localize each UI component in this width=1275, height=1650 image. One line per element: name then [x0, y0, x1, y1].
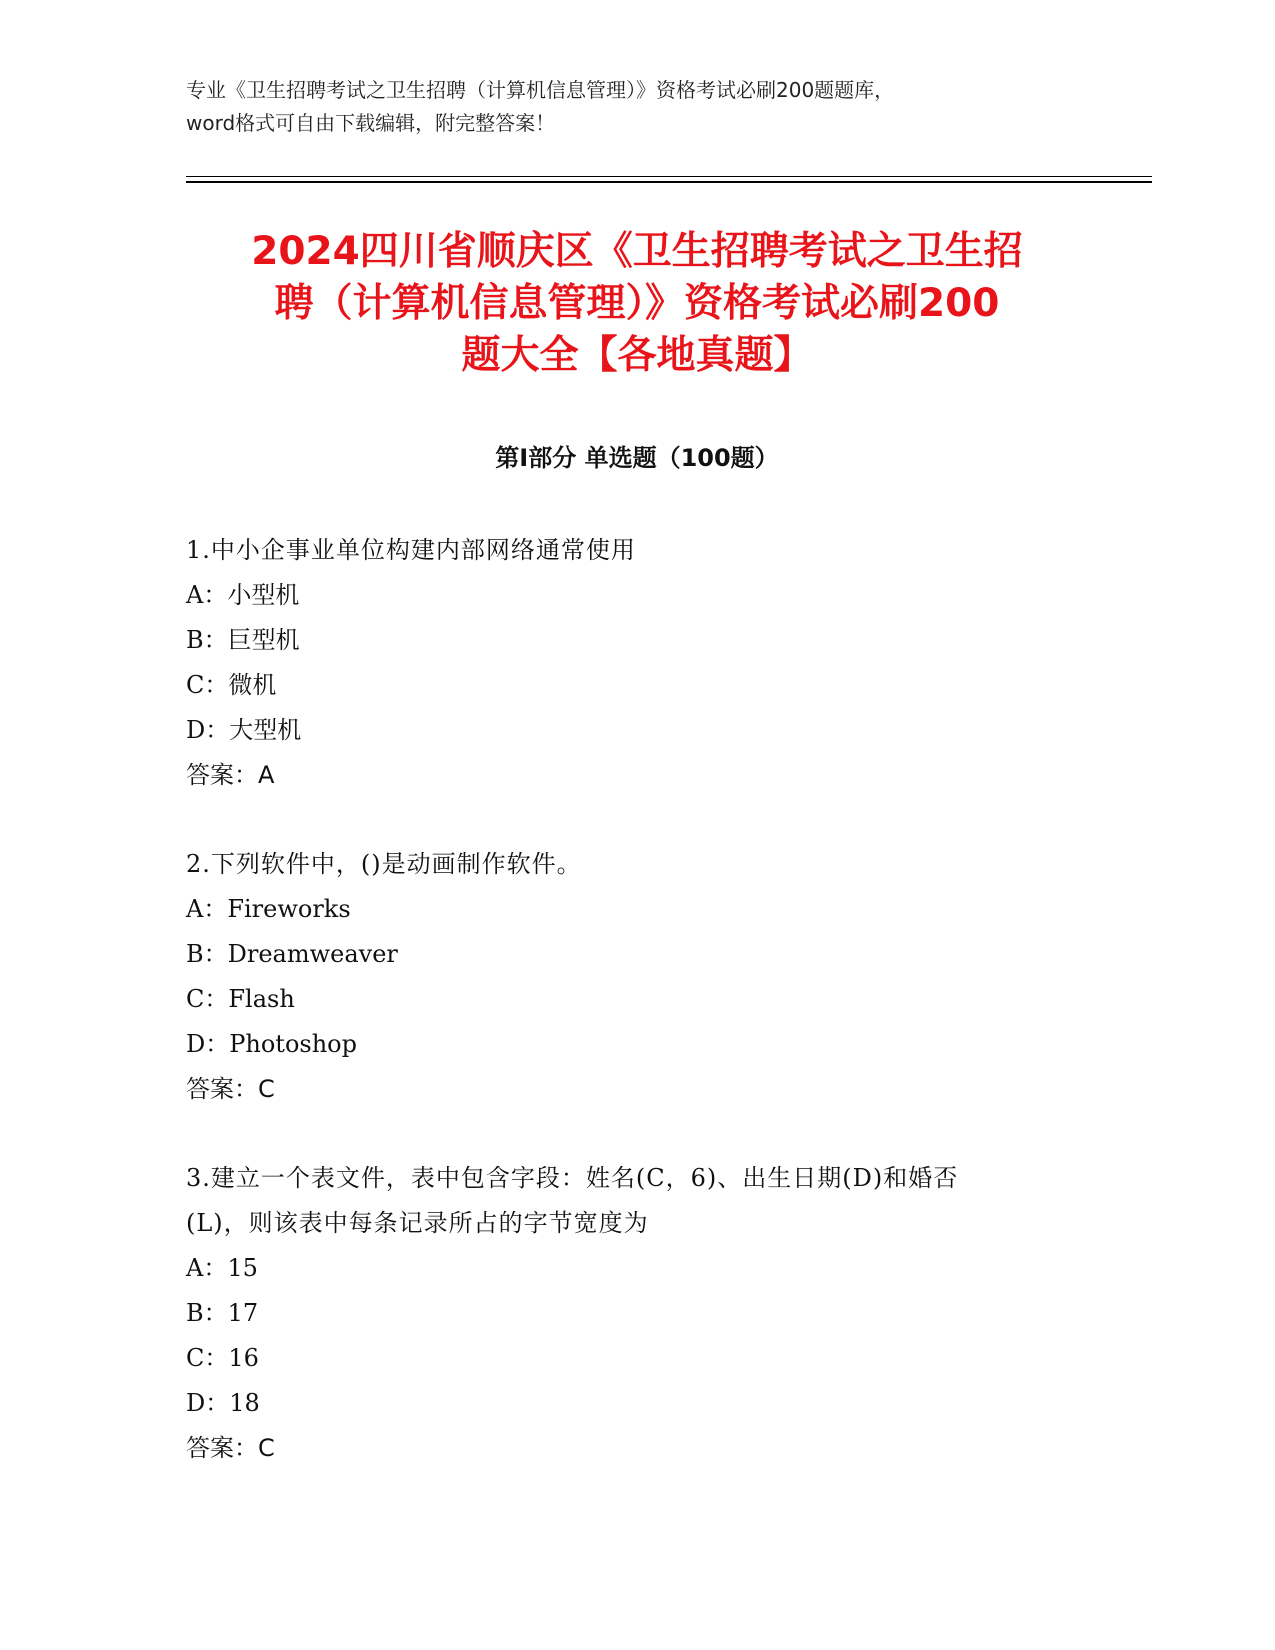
option-b: B：巨型机 — [186, 626, 300, 654]
option-c: C：Flash — [186, 985, 295, 1013]
option-c: C：微机 — [186, 671, 277, 699]
question-2 — [186, 842, 1086, 1112]
question-1 — [186, 528, 1086, 798]
header-divider-thin — [186, 176, 1152, 177]
option-d: D：18 — [186, 1389, 260, 1417]
option-d: D：Photoshop — [186, 1030, 357, 1058]
question-stem: 2.下列软件中，()是动画制作软件。 — [186, 850, 582, 878]
document-title-line-3: 题大全【各地真题】 — [461, 333, 813, 378]
answer: 答案：A — [186, 761, 275, 789]
option-a: A：小型机 — [186, 581, 300, 609]
document-title — [186, 226, 1088, 382]
option-c: C：16 — [186, 1344, 259, 1372]
document-title-line-2: 聘（计算机信息管理）》资格考试必刷200 — [274, 281, 1000, 326]
section-title: 第I部分 单选题（100题） — [495, 444, 779, 472]
question-3 — [186, 1156, 1086, 1471]
question-stem: 1.中小企事业单位构建内部网络通常使用 — [186, 536, 636, 564]
question-stem-line-1: 3.建立一个表文件，表中包含字段：姓名(C，6)、出生日期(D)和婚否 — [186, 1164, 959, 1192]
document-title-line-1: 2024四川省顺庆区《卫生招聘考试之卫生招 — [251, 229, 1023, 274]
option-b: B：17 — [186, 1299, 259, 1327]
header-note-line-1: 专业《卫生招聘考试之卫生招聘（计算机信息管理）》资格考试必刷200题题库， — [186, 78, 895, 102]
question-stem-line-2: (L)，则该表中每条记录所占的字节宽度为 — [186, 1209, 649, 1237]
question-list — [186, 528, 1086, 1515]
header-note — [186, 74, 1086, 140]
header-divider-thick — [186, 181, 1152, 183]
header-note-line-2: word格式可自由下载编辑，附完整答案！ — [186, 111, 556, 135]
option-b: B：Dreamweaver — [186, 940, 398, 968]
answer: 答案：C — [186, 1434, 275, 1462]
option-d: D：大型机 — [186, 716, 302, 744]
answer: 答案：C — [186, 1075, 275, 1103]
option-a: A：Fireworks — [186, 895, 351, 923]
option-a: A：15 — [186, 1254, 258, 1282]
